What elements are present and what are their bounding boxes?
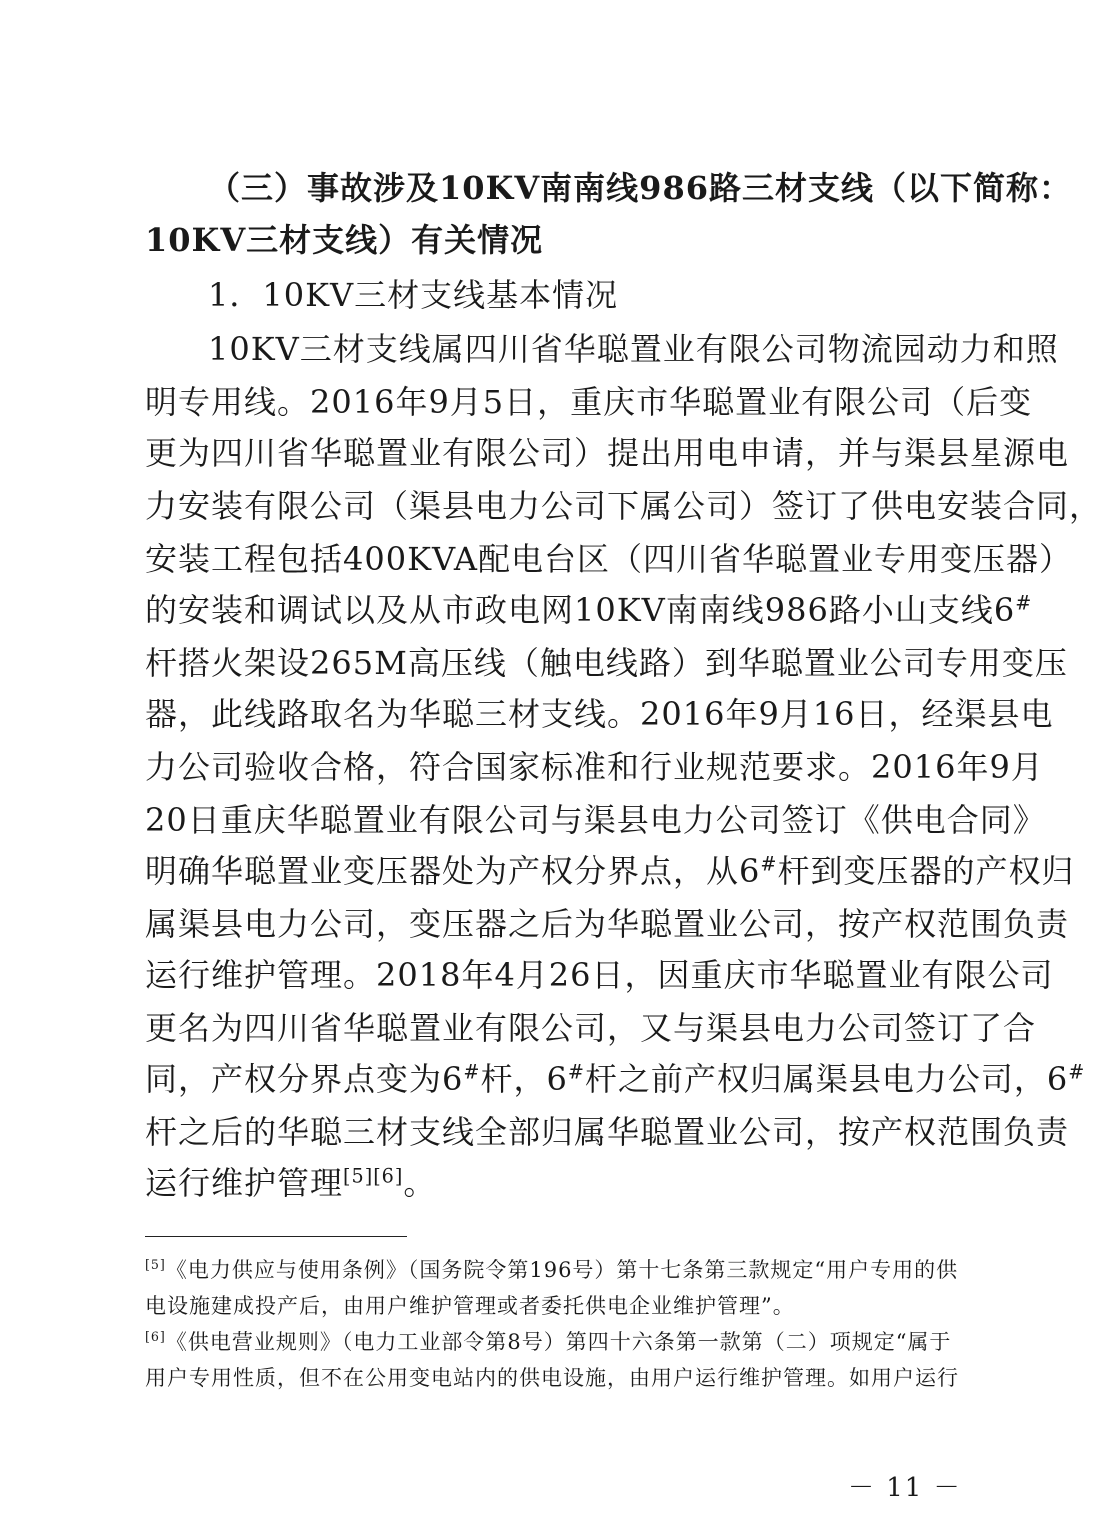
- paragraph-line: 明专用线。2016年9月5日，重庆市华聪置业有限公司（后变: [145, 383, 1033, 421]
- paragraph-line: [145, 1163, 436, 1203]
- paragraph-line: 属渠县电力公司，变压器之后为华聪置业公司，按产权范围负责: [145, 905, 1070, 943]
- footnote-5-line-2: 电设施建成投产后，由用户维护管理或者委托供电企业维护管理”。: [145, 1294, 795, 1318]
- paragraph-line: 更为四川省华聪置业有限公司）提出用电申请，并与渠县星源电: [145, 434, 1070, 472]
- superscript-mark: #: [567, 1060, 585, 1084]
- paragraph-line: 20日重庆华聪置业有限公司与渠县电力公司签订《供电合同》: [145, 801, 1046, 839]
- text-span: 杆到变压器的产权归: [777, 852, 1075, 890]
- text-span: 。: [403, 1164, 437, 1202]
- text-span: 同，产权分界点变为6: [145, 1060, 464, 1098]
- footnote-text: 《电力供应与使用条例》（国务院令第196号）第十七条第三款规定“用户专用的供: [165, 1258, 959, 1282]
- footnote-mark: [6]: [145, 1329, 166, 1344]
- paragraph-line: 力安装有限公司（渠县电力公司下属公司）签订了供电安装合同，: [145, 487, 1102, 525]
- text-span: 运行维护管理: [145, 1164, 344, 1202]
- footnote-5-line-1: [145, 1256, 958, 1284]
- paragraph-line: 器，此线路取名为华聪三材支线。2016年9月16日，经渠县电: [145, 695, 1054, 733]
- paragraph-line: 杆搭火架设265M高压线（触电线路）到华聪置业公司专用变压: [145, 644, 1068, 682]
- page-number: － 11 －: [848, 1473, 962, 1503]
- paragraph-line: 更名为四川省华聪置业有限公司，又与渠县电力公司签订了合: [145, 1009, 1037, 1047]
- text-span: 明确华聪置业变压器处为产权分界点，从6: [145, 852, 761, 890]
- paragraph-line: 力公司验收合格，符合国家标准和行业规范要求。2016年9月: [145, 748, 1044, 786]
- text-span: 的安装和调试以及从市政电网10KV南南线986路小山支线6: [145, 591, 1016, 629]
- paragraph-line: 运行维护管理。2018年4月26日，因重庆市华聪置业有限公司: [145, 956, 1054, 994]
- footnote-separator: [145, 1236, 407, 1237]
- section-heading-line-2: 10KV三材支线）有关情况: [145, 221, 544, 259]
- paragraph-line: [145, 1059, 1085, 1099]
- paragraph-line: 安装工程包括400KVA配电台区（四川省华聪置业专用变压器）: [145, 540, 1073, 578]
- footnote-text: 《供电营业规则》（电力工业部令第8号）第四十六条第一款第（二）项规定“属于: [165, 1330, 952, 1354]
- text-span: 杆之前产权归属渠县电力公司，6: [584, 1060, 1069, 1098]
- superscript-mark: #: [760, 852, 778, 876]
- subsection-heading: 1．10KV三材支线基本情况: [208, 276, 619, 314]
- superscript-mark: #: [463, 1060, 481, 1084]
- footnote-reference: [5][6]: [343, 1164, 404, 1188]
- footnote-6-line-1: [145, 1328, 951, 1356]
- paragraph-line: 10KV三材支线属四川省华聪置业有限公司物流园动力和照: [208, 330, 1059, 368]
- paragraph-line: 杆之后的华聪三材支线全部归属华聪置业公司，按产权范围负责: [145, 1113, 1070, 1151]
- superscript-mark: #: [1068, 1060, 1086, 1084]
- section-heading-line-1: （三）事故涉及10KV南南线986路三材支线（以下简称：: [208, 169, 1072, 207]
- paragraph-line: [145, 590, 1032, 630]
- footnote-6-line-2: 用户专用性质，但不在公用变电站内的供电设施，由用户运行维护管理。如用户运行: [145, 1366, 959, 1390]
- text-span: 杆，6: [480, 1060, 568, 1098]
- superscript-mark: #: [1015, 591, 1033, 615]
- footnote-mark: [5]: [145, 1257, 166, 1272]
- paragraph-line: [145, 851, 1074, 891]
